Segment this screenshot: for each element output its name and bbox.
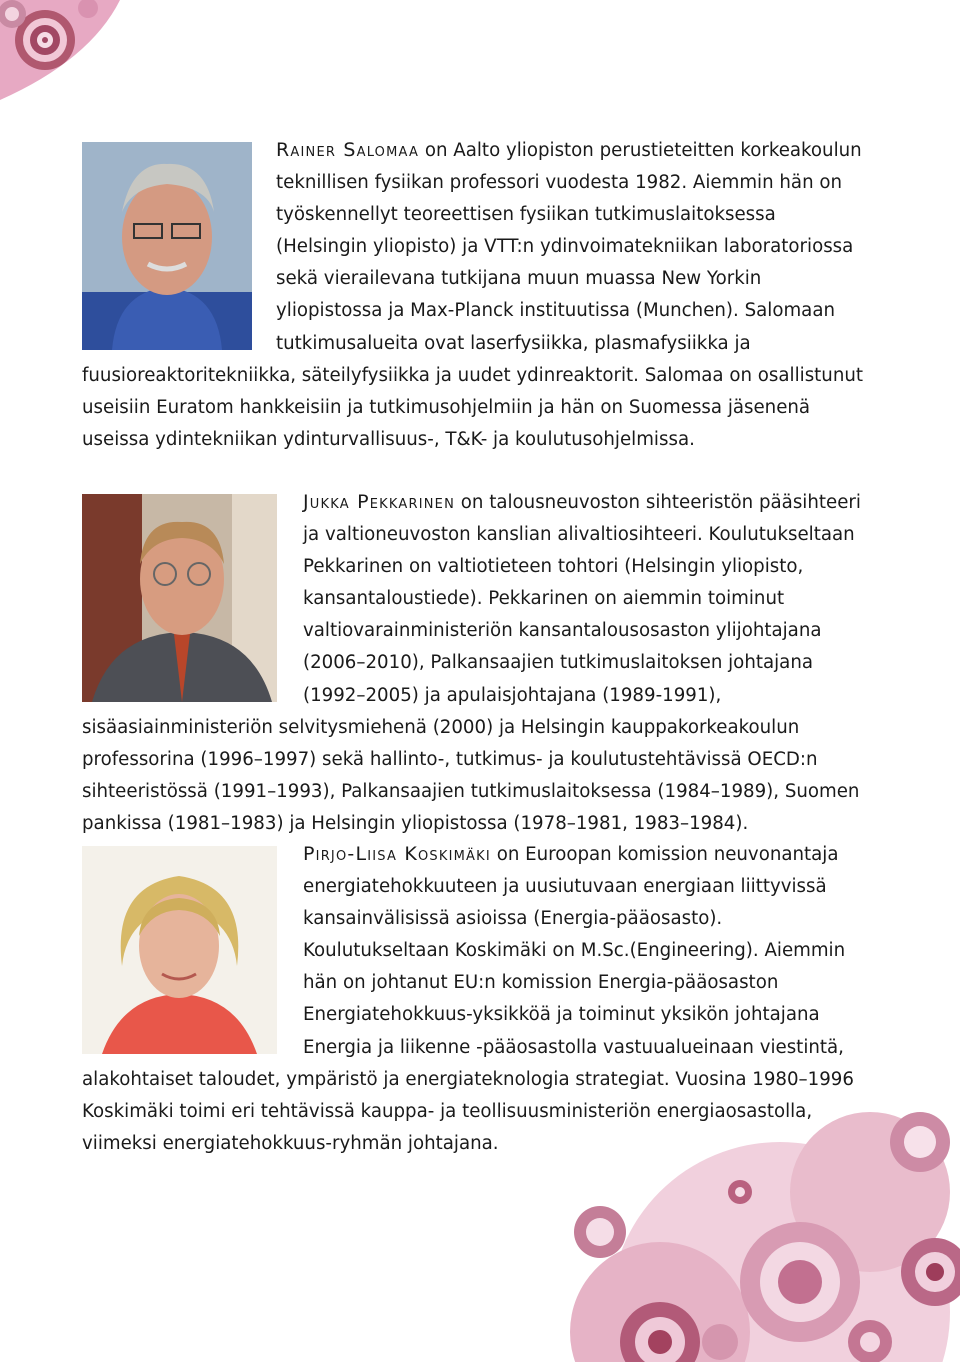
bio-text: on Euroopan komission neuvonantaja energiatehokkuuteen ja uusiutuvaan energiaan liittyvissä kansainvälisissä asioissa (Energia-pääosasto). Koulutukseltaan Koskimäki on M.Sc.(Engineering). Aiemmin hän on johtanut EU:n komission Energia-pääosaston Energiatehokkuus-yksikköä ja toiminut yksikön johtajana Energia ja liikenne -pääosastolla vastuualueinaan viestintä, alakohtaiset taloudet, ympäristö ja energiateknologia strategiat. Vuosina 1980–1996 Koskimäki toimi eri tehtävissä kauppa- ja teollisuusministeriön energiaosastolla, viimeksi energiatehokkuus-ryhmän johtajana. (82, 844, 854, 1154)
bio-text: on Aalto yliopiston perustieteitten korkeakoulun teknillisen fysiikan professori vuodesta 1982. Aiemmin hän on työskennellyt teoreettisen fysiikan tutkimuslaitoksessa (Helsingin yliopisto) ja VTT:n ydinvoimatekniikan laboratoriossa sekä vierailevana tutkijana muun muassa New Yorkin yliopistossa ja Max-Planck instituutissa (Munchen). Salomaan tutkimusalueita ovat laserfysiikka, plasmafysiikka ja fuusioreaktoritekniikka, säteilyfysiikka ja uudet ydinreaktorit. Salomaa on osallistunut useisiin Euratom hankkeisiin ja tutkimusohjelmiin ja hän on Suomessa jäsenenä useissa ydintekniikan ydinturvallisuus-, T&K- ja koulutusohjelmissa. (82, 140, 864, 450)
bio-text: on talousneuvoston sihteeristön pääsihteeri ja valtioneuvoston kanslian alivaltiosihteeri. Koulutukseltaan Pekkarinen on valtiotieteen tohtori (Helsingin yliopisto, kansantaloustiede). Pekkarinen on aiemmin toiminut valtiovarainministeriön kansantalousosaston ylijohtajana (2006–2010), Palkansaajien tutkimuslaitoksen johtajana (1992–2005) ja apulaisjohtajana (1989-1991), sisäasiainministeriön selvitysmiehenä (2000) ja Helsingin kauppakorkeakoulun professorina (1996–1997) sekä hallinto-, tutkimus- ja koulutustehtävissä OECD:n sihteeristössä (1991–1993), Palkansaajien tutkimuslaitoksessa (1984–1989), Suomen pankissa (1981–1983) ja Helsingin yliopistossa (1978–1981, 1983–1984). (82, 492, 861, 834)
bio-rainer-salomaa (82, 134, 872, 456)
person-name: Rainer Salomaa (276, 139, 420, 161)
person-name: Pirjo-Liisa Koskimäki (303, 843, 491, 865)
bio-jukka-pekkarinen (82, 486, 872, 840)
portrait-photo (82, 494, 277, 702)
bio-pirjo-liisa-koskimaki (82, 838, 872, 1160)
decorative-circles-top-left (0, 0, 130, 110)
portrait-photo (82, 846, 277, 1054)
portrait-photo (82, 142, 252, 350)
person-name: Jukka Pekkarinen (303, 491, 455, 513)
